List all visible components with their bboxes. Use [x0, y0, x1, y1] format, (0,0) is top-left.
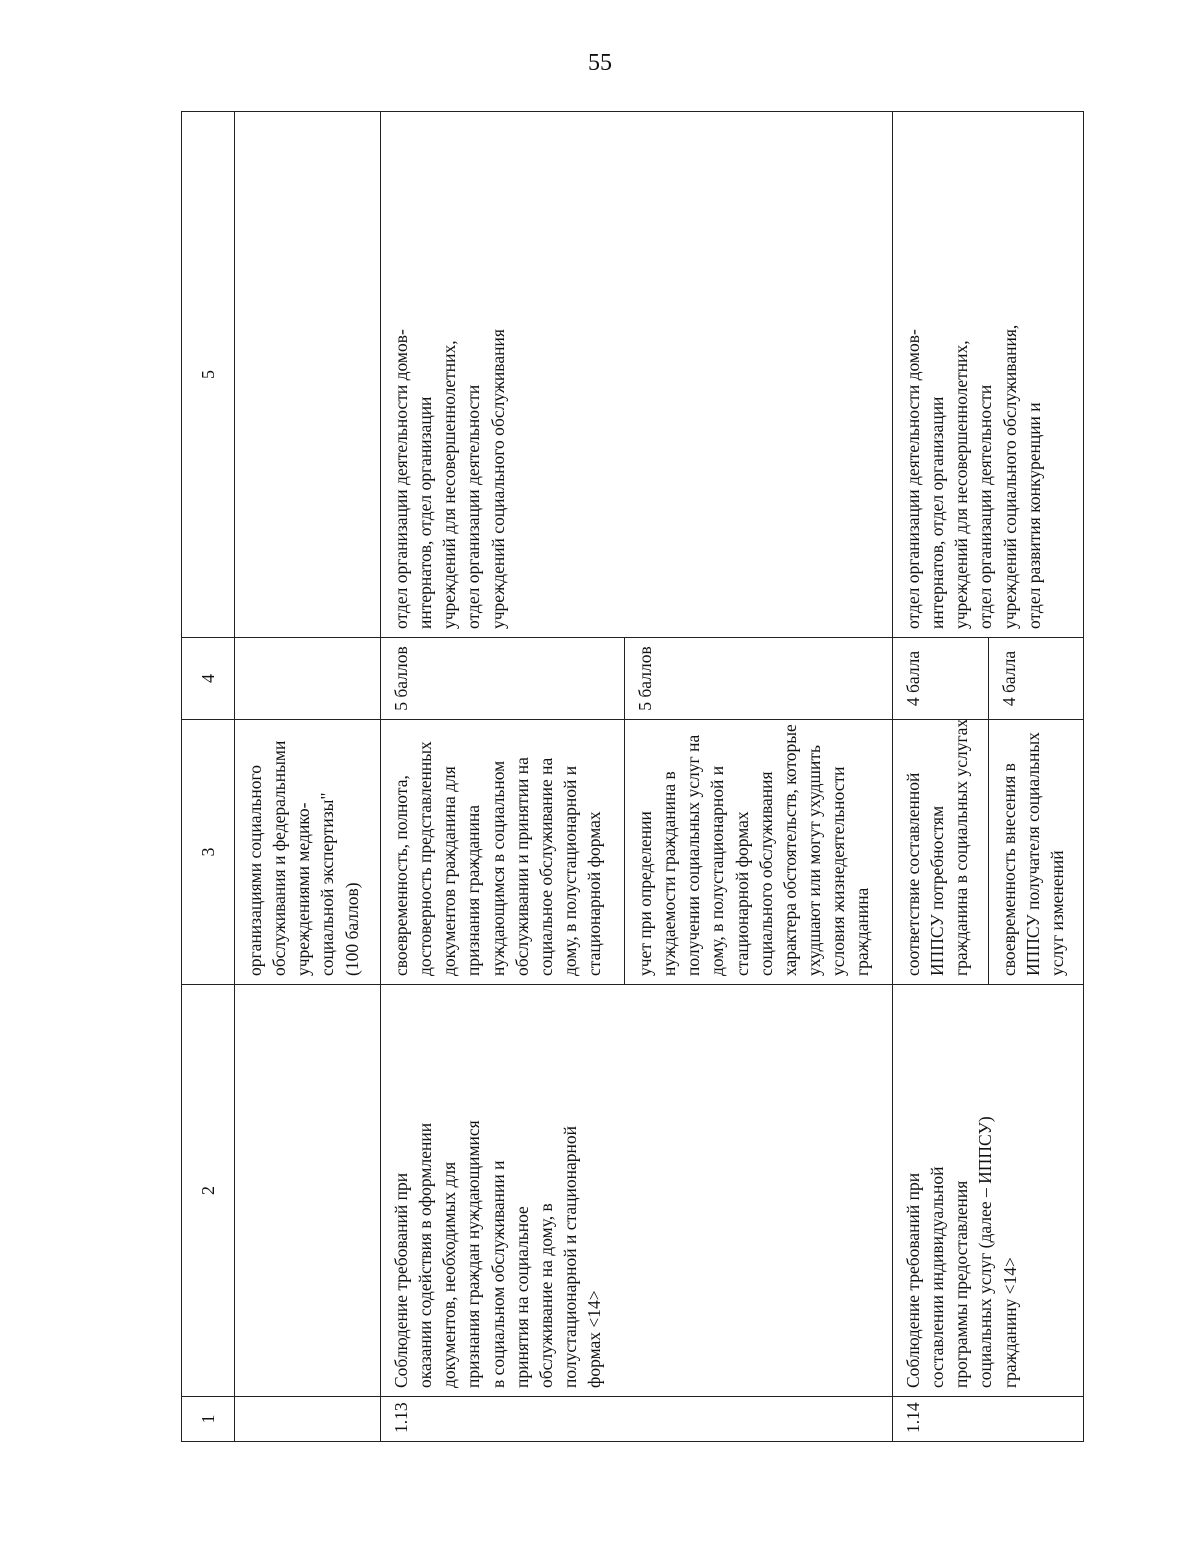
header-col-3: 3	[182, 720, 235, 985]
row-1-14-a	[893, 112, 989, 1442]
continuation-title	[235, 985, 381, 1397]
header-row	[182, 112, 235, 1442]
row-1-13-responsible: отдел организации деятельности домов- интернатов, отдел организации учреждений для несовершеннолетних, отдел организации деятельности учреждений социального обслуживания	[381, 112, 893, 638]
continuation-responsible	[235, 112, 381, 638]
rotated-table-container	[181, 112, 1084, 1442]
continuation-score	[235, 638, 381, 720]
row-1-13-criterion-1: своевременность, полнота, достоверность представленных документов гражданина для признания гражданина нуждающимся в социальном обслуживании и принятии на социальное обслуживание на дому, в полустационарной и стационарной формах	[381, 720, 625, 985]
row-1-13-a	[381, 112, 625, 1442]
header-col-5: 5	[182, 112, 235, 638]
row-1-13-score-2: 5 баллов	[625, 638, 893, 720]
row-1-13-title: Соблюдение требований при оказании содействия в оформлении документов, необходимых для признания граждан нуждающимися в социальном обслуживании и принятия на социальное обслуживание на дому, в полустационарной и стационарной формах <14>	[381, 985, 893, 1397]
page-number: 55	[588, 50, 612, 76]
header-col-2: 2	[182, 985, 235, 1397]
continuation-num	[235, 1397, 381, 1442]
row-1-14-title: Соблюдение требований при составлении индивидуальной программы предоставления социальных услуг (далее – ИППСУ) гражданину <14>	[893, 985, 1084, 1397]
row-1-13-score-1: 5 баллов	[381, 638, 625, 720]
row-1-14-criterion-1: соответствие составленной ИППСУ потребностям гражданина в социальных услугах	[893, 720, 989, 985]
row-1-13-number: 1.13	[381, 1397, 893, 1442]
table-stage	[181, 112, 1084, 1442]
row-1-14-score-1: 4 балла	[893, 638, 989, 720]
continuation-row	[235, 112, 381, 1442]
criteria-table	[181, 111, 1084, 1442]
header-col-4: 4	[182, 638, 235, 720]
row-1-14-number: 1.14	[893, 1397, 1084, 1442]
continuation-criterion: организациями социального обслуживания и федеральными учреждениями медико- социальной экспертизы" (100 баллов)	[235, 720, 381, 985]
row-1-14-responsible: отдел организации деятельности домов- интернатов, отдел организации учреждений для несовершеннолетних, отдел организации деятельности учреждений социального обслуживания, отдел развития конкуренции и	[893, 112, 1084, 638]
header-col-1: 1	[182, 1397, 235, 1442]
row-1-14-criterion-2: своевременность внесения в ИППСУ получателя социальных услуг изменений	[989, 720, 1084, 985]
row-1-14-score-2: 4 балла	[989, 638, 1084, 720]
row-1-13-criterion-2: учет при определении нуждаемости гражданина в получении социальных услуг на дому, в полустационарной и стационарной формах социального обслуживания характера обстоятельств, которые ухудшают или могут ухудшить условия жизнедеятельности гражданина	[625, 720, 893, 985]
